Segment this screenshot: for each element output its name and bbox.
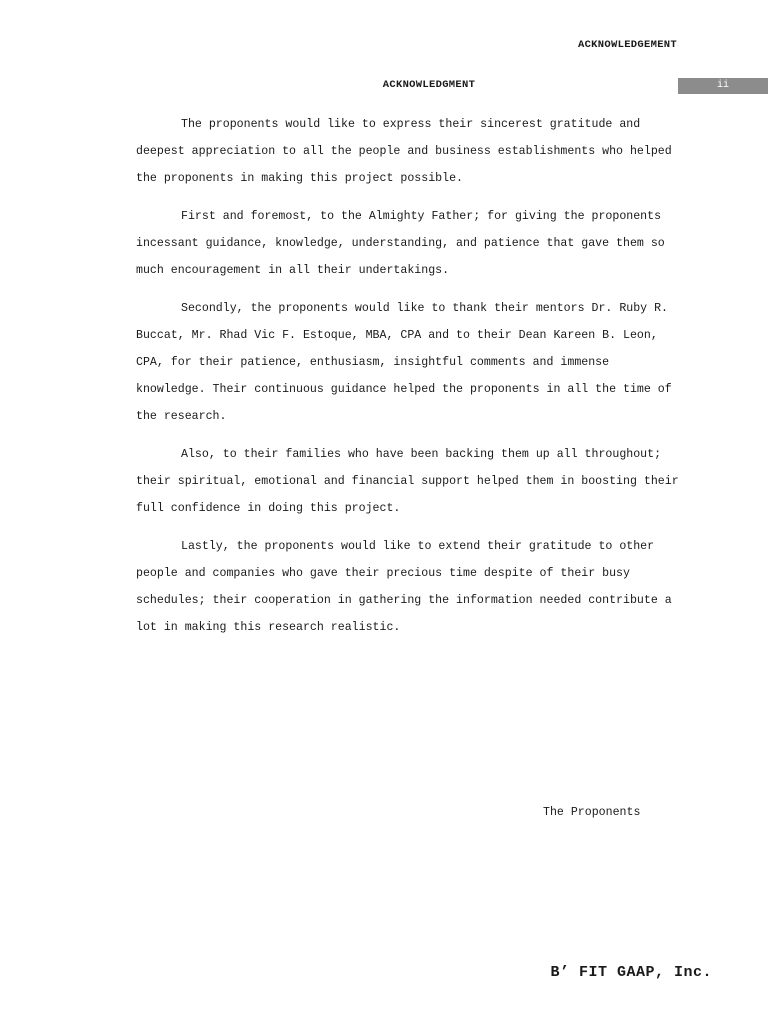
signature: The Proponents	[543, 806, 641, 819]
footer-company-name: B’ FIT GAAP, Inc.	[550, 964, 712, 981]
paragraph-families: Also, to their families who have been backing them up all throughout; their spiritual, emotional and financial support helped them in boosting their full confidence in doing this project.	[136, 448, 679, 515]
paragraph-almighty-father: First and foremost, to the Almighty Father; for giving the proponents incessant guidance, knowledge, understanding, and patience that gave them so much encouragement in all their undertakings.	[136, 210, 665, 277]
running-header-title: ACKNOWLEDGEMENT	[577, 39, 677, 51]
paragraph-intro: The proponents would like to express their sincerest gratitude and deepest appreciation to all the people and business establishments who helped the proponents in making this project possible.	[136, 118, 672, 185]
page-number: ii	[678, 78, 768, 94]
document-title: ACKNOWLEDGMENT	[382, 79, 476, 91]
paragraph-mentors: Secondly, the proponents would like to thank their mentors Dr. Ruby R. Buccat, Mr. Rhad Vic F. Estoque, MBA, CPA and to their Dean Kareen B. Leon, CPA, for their patience, enthusiasm, insightful comments and immense knowledge. Their continuous guidance helped the proponents in all the time of the research.	[136, 302, 672, 423]
document-body	[136, 111, 684, 652]
paragraph-others: Lastly, the proponents would like to extend their gratitude to other people and companies who gave their precious time despite of their busy schedules; their cooperation in gathering the information needed contribute a lot in making this research realistic.	[136, 540, 672, 634]
